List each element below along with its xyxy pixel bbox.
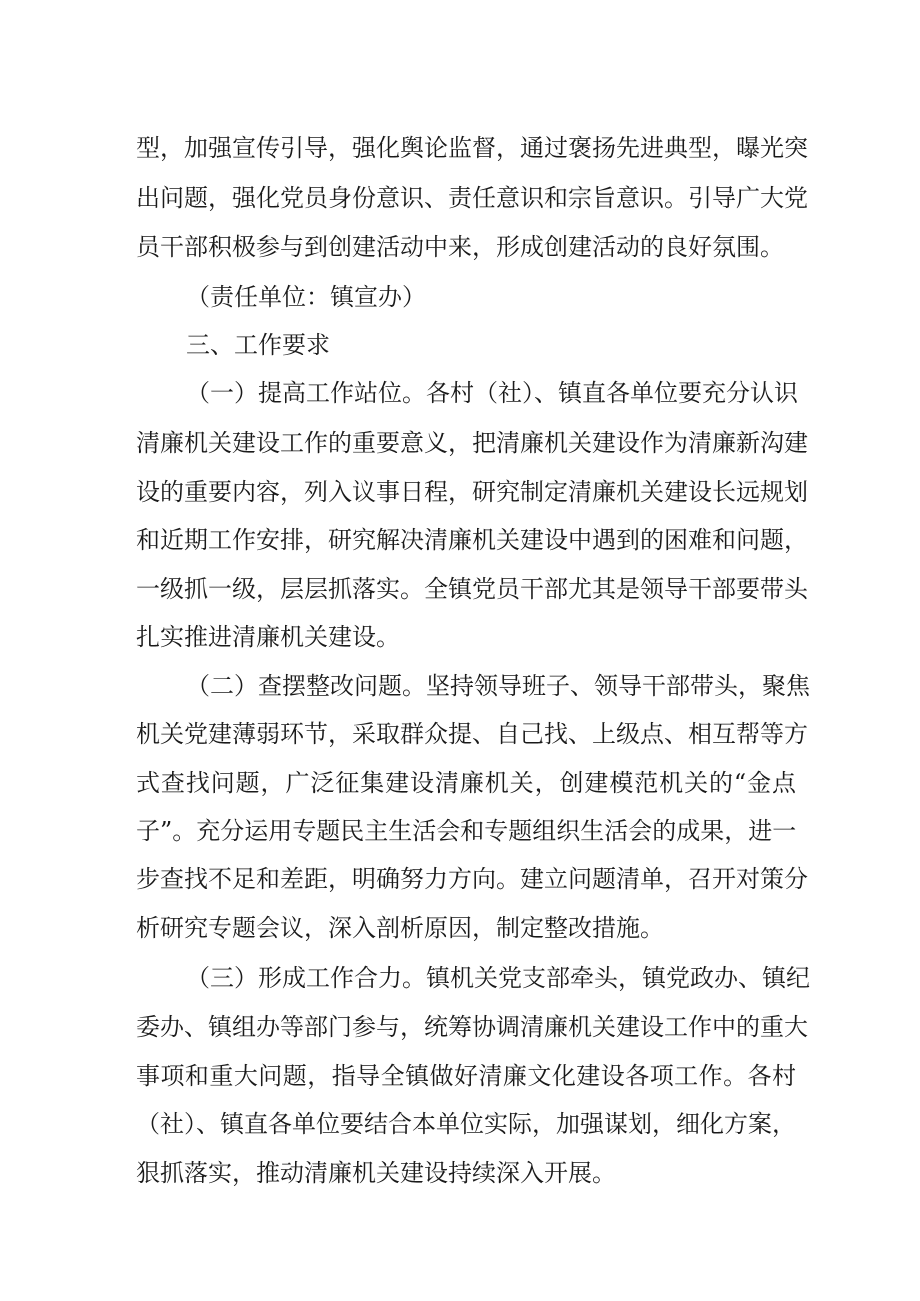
text-line: （二）查摆整改问题。坚持领导班子、领导干部带头，聚焦 [186, 672, 810, 700]
text-line: 步查找不足和差距，明确努力方向。建立问题清单，召开对策分 [136, 865, 808, 893]
text-line: 员干部积极参与到创建活动中来，形成创建活动的良好氛围。 [136, 233, 784, 261]
text-line: 和近期工作安排，研究解决清廉机关建设中遇到的困难和问题， [136, 526, 808, 554]
text-line: （三）形成工作合力。镇机关党支部牵头，镇党政办、镇纪 [186, 964, 810, 992]
text-line: 一级抓一级，层层抓落实。全镇党员干部尤其是领导干部要带头 [136, 575, 808, 603]
text-line: 型，加强宣传引导，强化舆论监督，通过褒扬先进典型，曝光突 [136, 134, 808, 162]
text-line: 委办、镇组办等部门参与，统筹协调清廉机关建设工作中的重大 [136, 1013, 808, 1041]
text-line: 出问题，强化党员身份意识、责任意识和宗旨意识。引导广大党 [136, 184, 808, 212]
text-line: 狠抓落实，推动清廉机关建设持续深入开展。 [136, 1159, 616, 1187]
text-line: 式查找问题，广泛征集建设清廉机关，创建模范机关的“金点 [136, 769, 796, 797]
text-line: 事项和重大问题，指导全镇做好清廉文化建设各项工作。各村 [136, 1062, 796, 1090]
text-line: 清廉机关建设工作的重要意义，把清廉机关建设作为清廉新沟建 [136, 429, 808, 457]
text-line: （社）、镇直各单位要结合本单位实际，加强谋划，细化方案， [136, 1110, 796, 1138]
text-line: 析研究专题会议，深入剖析原因，制定整改措施。 [136, 914, 664, 942]
text-line: 扎实推进清廉机关建设。 [136, 623, 400, 651]
text-line: 子”。充分运用专题民主生活会和专题组织生活会的成果，进一 [136, 817, 797, 845]
section-heading: 三、工作要求 [186, 331, 330, 359]
text-line: 机关党建薄弱环节，采取群众提、自己找、上级点、相互帮等方 [136, 720, 808, 748]
text-line: （一）提高工作站位。各村（社）、镇直各单位要充分认识 [186, 379, 798, 407]
responsible-unit-line: （责任单位：镇宣办） [186, 283, 426, 311]
text-line: 设的重要内容，列入议事日程，研究制定清廉机关建设长远规划 [136, 478, 808, 506]
